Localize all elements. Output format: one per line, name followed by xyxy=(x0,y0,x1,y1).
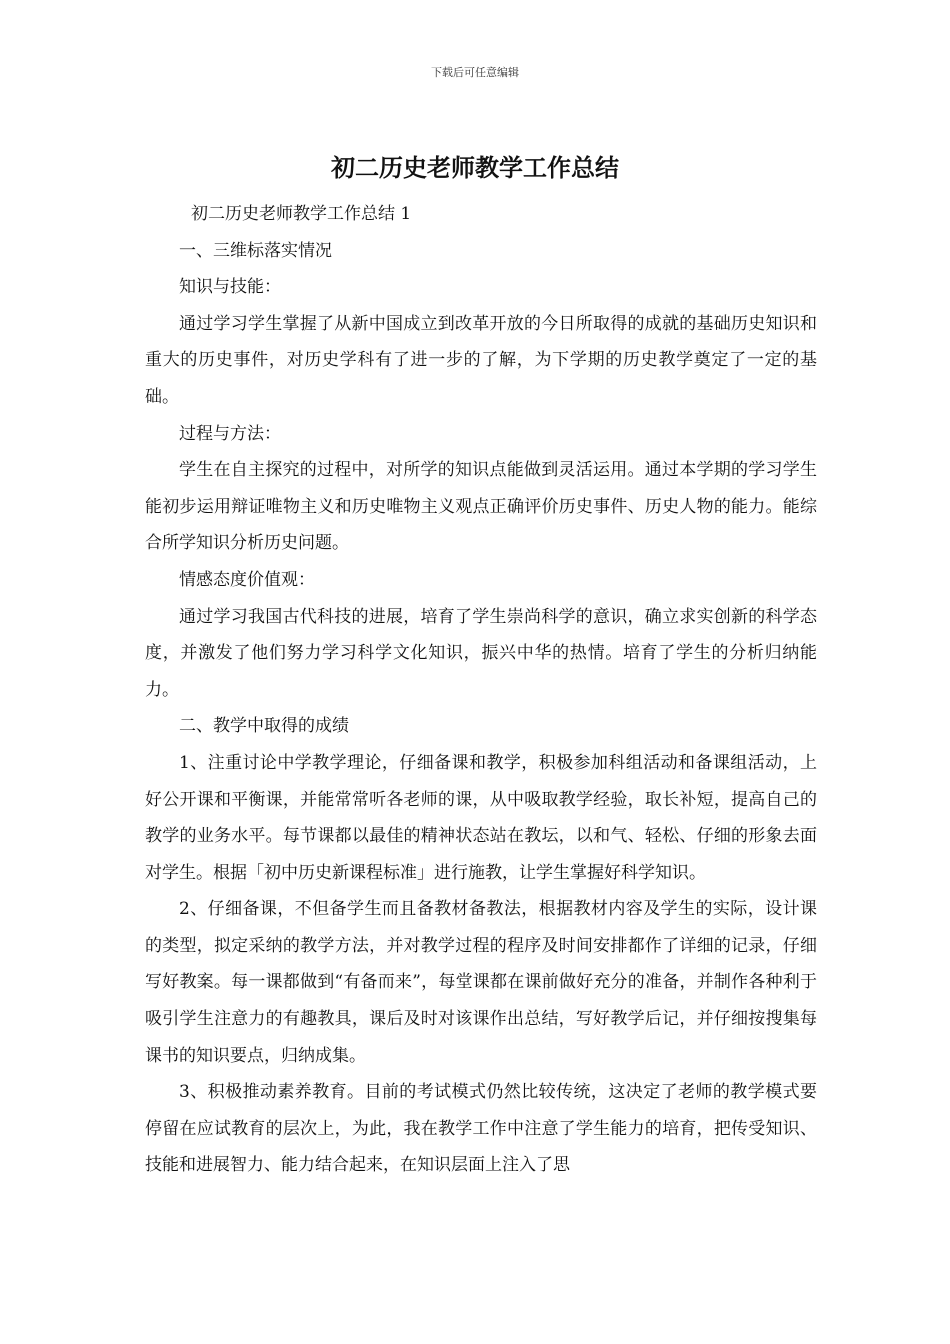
subsection-label: 过程与方法： xyxy=(179,423,281,444)
section-heading: 一、三维标落实情况 xyxy=(179,240,332,261)
subsection-label: 知识与技能： xyxy=(179,277,281,298)
paragraph: 2、仔细备课，不但备学生而且备教材备教法，根据教材内容及学生的实际，设计课的类型，拟定采纳的教学方法，并对教学过程的程序及时间安排都作了详细的记录，仔细写好教案。每一课都做到“有备而来”，每堂课都在课前做好充分的准备，并制作各种利于吸引学生注意力的有趣教具，课后及时对该课作出总结，写好教学后记，并仔细按搜集每课书的知识要点，归纳成集。 xyxy=(145,899,817,1066)
document-title: 初二历史老师教学工作总结 xyxy=(331,153,619,182)
paragraph: 通过学习我国古代科技的进展，培育了学生崇尚科学的意识，确立求实创新的科学态度，并激发了他们努力学习科学文化知识，振兴中华的热情。培育了学生的分析归纳能力。 xyxy=(145,606,817,700)
document-body xyxy=(145,196,817,1184)
paragraph: 3、积极推动素养教育。目前的考试模式仍然比较传统，这决定了老师的教学模式要停留在应试教育的层次上，为此，我在教学工作中注意了学生能力的培育，把传受知识、技能和进展智力、能力结合起来，在知识层面上注入了思 xyxy=(145,1082,817,1176)
paragraph: 学生在自主探究的过程中，对所学的知识点能做到灵活运用。通过本学期的学习学生能初步运用辩证唯物主义和历史唯物主义观点正确评价历史事件、历史人物的能力。能综合所学知识分析历史问题。 xyxy=(145,460,817,554)
section-heading: 二、教学中取得的成绩 xyxy=(179,716,349,737)
header-note: 下载后可任意编辑 xyxy=(431,66,519,79)
paragraph: 通过学习学生掌握了从新中国成立到改革开放的今日所取得的成就的基础历史知识和重大的历史事件，对历史学科有了进一步的了解，为下学期的历史教学奠定了一定的基础。 xyxy=(145,313,817,407)
section-heading: 初二历史老师教学工作总结 1 xyxy=(191,204,412,224)
paragraph: 1、注重讨论中学教学理论，仔细备课和教学，积极参加科组活动和备课组活动，上好公开课和平衡课，并能常常听各老师的课，从中吸取教学经验，取长补短，提高自己的教学的业务水平。每节课都以最佳的精神状态站在教坛，以和气、轻松、仔细的形象去面对学生。根据「初中历史新课程标准」进行施教，让学生掌握好科学知识。 xyxy=(145,752,817,883)
subsection-label: 情感态度价值观： xyxy=(179,569,315,590)
